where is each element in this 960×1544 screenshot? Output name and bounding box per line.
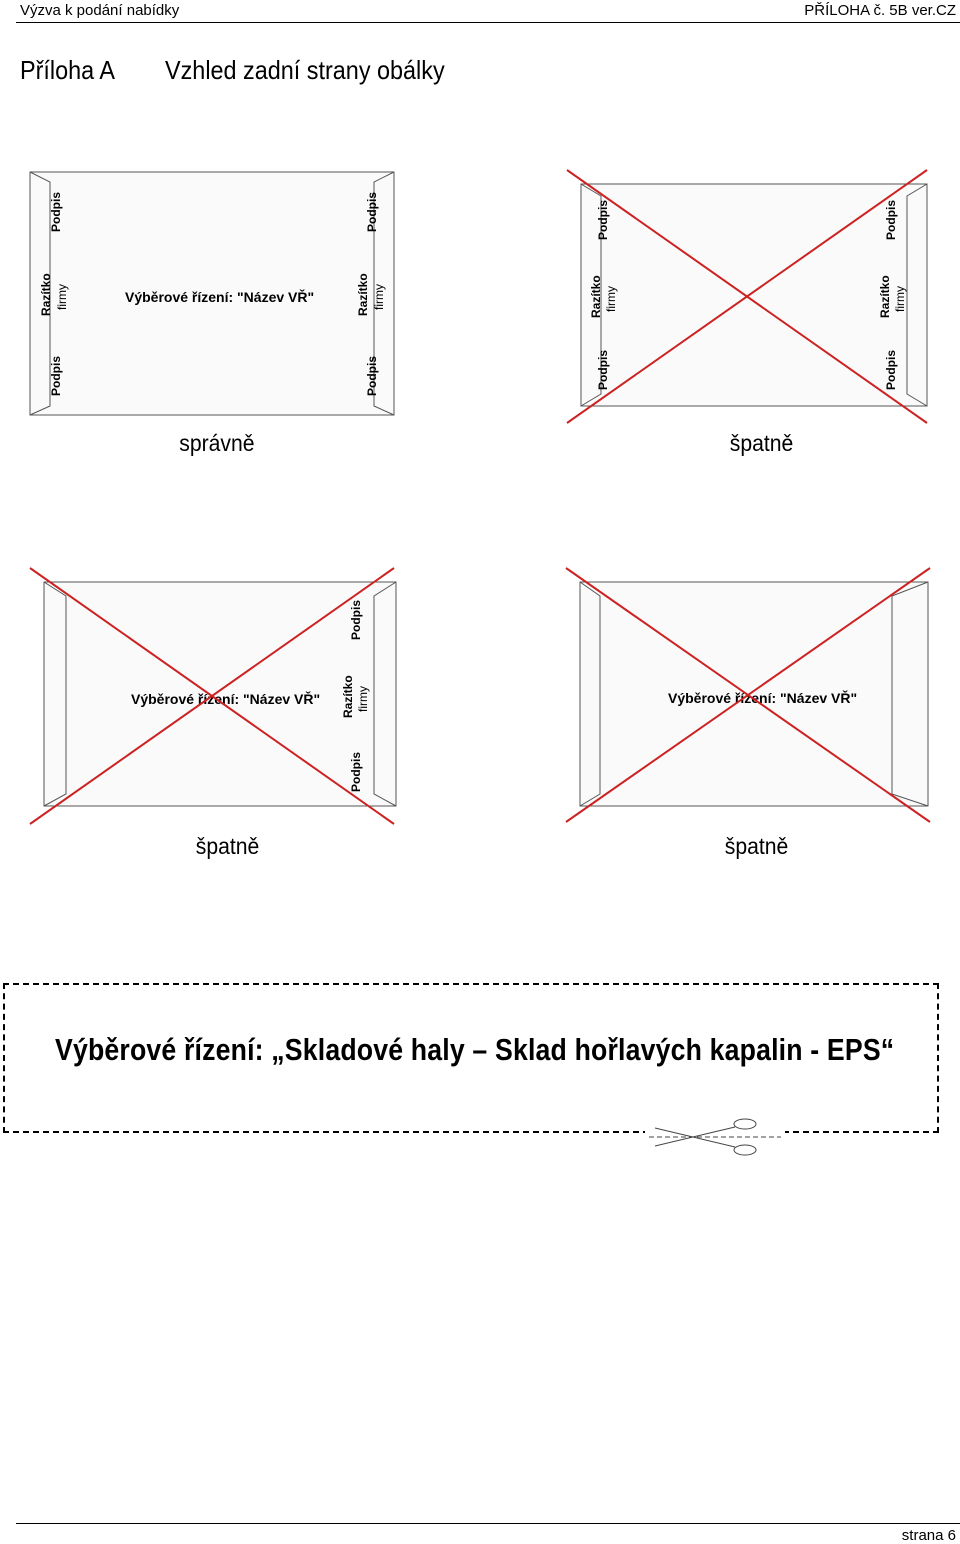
envelope-name: Výběrové řízení: "Název VŘ" [125,289,315,305]
podpis-bottom-right: Podpis [365,355,379,396]
caption-correct: správně [179,430,255,456]
firmy-right: firmy [372,284,386,310]
header-rule [16,22,960,23]
appendix-title: Vzhled zadní strany obálky [165,55,445,85]
envelope-name: Výběrové řízení: "Název VŘ" [668,690,858,706]
cut-out-label: Výběrové řízení: „Skladové haly – Sklad hořlavých kapalin - EPS“ [55,1032,895,1067]
podpis-bottom: Podpis [349,751,363,792]
caption-wrong-2: špatně [195,833,260,859]
scissors-icon [645,1112,785,1162]
podpis-top: Podpis [349,599,363,640]
razitko-left: Razítko [39,273,53,316]
razitko-right: Razítko [878,275,892,318]
podpis-bottom-left: Podpis [596,349,610,390]
razitko-right: Razítko [356,273,370,316]
podpis-bottom-right: Podpis [884,349,898,390]
podpis-bottom-left: Podpis [49,355,63,396]
footer-rule [16,1523,960,1524]
firmy-right: firmy [893,286,907,312]
header-right: PŘÍLOHA č. 5B ver.CZ [804,2,956,19]
podpis-top-left: Podpis [49,191,63,232]
page-header [0,0,960,22]
envelope-wrong-2 [28,566,398,828]
appendix-label: Příloha A [20,55,115,85]
caption-wrong-3: špatně [724,833,789,859]
page-number: strana 6 [901,1527,956,1544]
razitko: Razítko [341,675,355,718]
caption-wrong-1: špatně [729,430,794,456]
envelope-wrong-3 [564,566,932,826]
firmy-left: firmy [55,284,69,310]
razitko-left: Razítko [589,275,603,318]
envelope-name: Výběrové řízení: "Název VŘ" [131,691,321,707]
firmy-left: firmy [604,286,618,312]
podpis-top-right: Podpis [365,191,379,232]
podpis-top-right: Podpis [884,199,898,240]
envelope-wrong-1 [565,168,931,426]
header-left: Výzva k podání nabídky [20,2,180,19]
podpis-top-left: Podpis [596,199,610,240]
firmy: firmy [356,686,370,712]
envelope-correct [28,170,398,420]
